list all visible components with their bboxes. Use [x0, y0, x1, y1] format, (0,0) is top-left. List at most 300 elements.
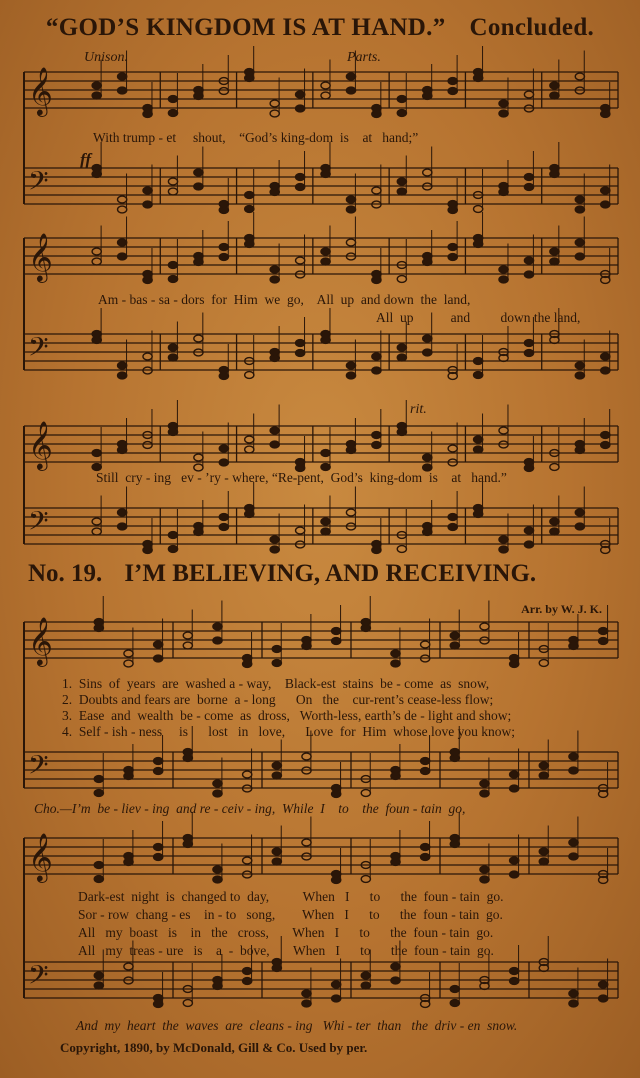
note-head: [296, 105, 305, 112]
note-head: [154, 1001, 163, 1008]
note-head: [423, 259, 432, 266]
treble-clef: 𝄞: [28, 832, 53, 881]
note-head: [550, 528, 559, 535]
note-head: [321, 258, 330, 265]
note-head: [539, 762, 548, 769]
note-head: [539, 660, 548, 667]
note-head: [296, 350, 305, 357]
note-head: [499, 266, 508, 273]
note-head: [510, 661, 519, 668]
note-head: [372, 432, 381, 439]
refrain-line: All my treas - ure is a - bove, When I to the foun - tain go.: [78, 943, 494, 958]
note-head: [450, 986, 459, 993]
note-head: [423, 169, 432, 176]
page-title: [0, 14, 640, 42]
note-head: [450, 1000, 459, 1007]
note-head: [245, 206, 254, 213]
note-head: [243, 771, 252, 778]
note-head: [575, 362, 584, 369]
note-head: [183, 1000, 192, 1007]
note-head: [168, 188, 177, 195]
note-head: [154, 655, 163, 662]
refrain-line: All my boast is in the cross, When I to the foun - tain go.: [78, 925, 494, 940]
chorus-line: Cho.—I’m be - liev - ing and re - ceiv - ing, While I to the foun - tain go,: [34, 801, 466, 816]
note-head: [332, 995, 341, 1002]
note-head: [194, 454, 203, 461]
note-head: [499, 427, 508, 434]
note-head: [575, 509, 584, 516]
note-head: [213, 623, 222, 630]
note-head: [168, 344, 177, 351]
note-head: [302, 753, 311, 760]
note-head: [599, 981, 608, 988]
note-head: [296, 527, 305, 534]
note-head: [270, 100, 279, 107]
note-head: [272, 660, 281, 667]
note-head: [346, 87, 355, 94]
note-head: [421, 854, 430, 861]
note-head: [245, 511, 254, 518]
note-head: [118, 206, 127, 213]
note-head: [346, 73, 355, 80]
note-head: [569, 753, 578, 760]
note-head: [372, 442, 381, 449]
note-head: [550, 518, 559, 525]
note-head: [372, 547, 381, 554]
note-head: [499, 189, 508, 196]
note-head: [601, 353, 610, 360]
note-head: [480, 780, 489, 787]
note-head: [524, 257, 533, 264]
note-head: [302, 839, 311, 846]
verse-line: 1. Sins of years are washed a - way, Black-est stains be - come as snow,: [62, 676, 490, 691]
hymn-title-continued: “GOD’S KINGDOM IS AT HAND.”: [45, 14, 446, 41]
note-head: [92, 518, 101, 525]
note-head: [243, 968, 252, 975]
note-head: [569, 767, 578, 774]
note-head: [118, 196, 127, 203]
note-head: [599, 628, 608, 635]
note-head: [168, 532, 177, 539]
note-head: [450, 841, 459, 848]
note-head: [243, 857, 252, 864]
note-head: [391, 859, 400, 866]
note-head: [372, 187, 381, 194]
note-head: [219, 254, 228, 261]
note-head: [575, 253, 584, 260]
note-head: [346, 447, 355, 454]
note-head: [524, 527, 533, 534]
note-head: [372, 111, 381, 118]
treble-clef: 𝄞: [28, 420, 53, 469]
note-head: [550, 258, 559, 265]
note-head: [550, 171, 559, 178]
bass-clef: 𝄢: [28, 749, 49, 787]
note-head: [321, 92, 330, 99]
note-head: [575, 523, 584, 530]
note-head: [601, 442, 610, 449]
note-head: [118, 253, 127, 260]
note-head: [296, 184, 305, 191]
note-head: [219, 459, 228, 466]
note-head: [346, 509, 355, 516]
note-head: [272, 848, 281, 855]
treble-clef: 𝄞: [28, 616, 53, 665]
note-head: [219, 244, 228, 251]
note-head: [94, 982, 103, 989]
note-head: [524, 350, 533, 357]
note-head: [448, 254, 457, 261]
note-head: [524, 465, 533, 472]
note-head: [183, 755, 192, 762]
note-head: [524, 91, 533, 98]
note-head: [168, 178, 177, 185]
note-head: [118, 509, 127, 516]
note-head: [575, 239, 584, 246]
note-head: [272, 646, 281, 653]
note-head: [448, 445, 457, 452]
note-head: [302, 1000, 311, 1007]
note-head: [499, 110, 508, 117]
note-head: [601, 187, 610, 194]
lyric-line: With trump - et shout, “God’s king-dom is at hand;”: [93, 130, 419, 145]
note-head: [194, 335, 203, 342]
note-head: [510, 785, 519, 792]
hymn-number: No. 19.: [28, 560, 103, 587]
note-head: [332, 791, 341, 798]
note-head: [168, 110, 177, 117]
note-head: [94, 862, 103, 869]
note-head: [143, 111, 152, 118]
note-head: [194, 169, 203, 176]
note-head: [143, 187, 152, 194]
note-head: [575, 447, 584, 454]
note-head: [272, 858, 281, 865]
note-head: [423, 335, 432, 342]
note-head: [550, 464, 559, 471]
note-head: [510, 968, 519, 975]
note-head: [154, 768, 163, 775]
refrain-line: Dark-est night is changed to day, When I to the foun - tain go.: [78, 889, 504, 904]
note-head: [361, 876, 370, 883]
note-head: [524, 541, 533, 548]
note-head: [391, 773, 400, 780]
note-head: [92, 450, 101, 457]
note-head: [154, 641, 163, 648]
note-head: [321, 337, 330, 344]
note-head: [168, 96, 177, 103]
arranger-credit: Arr. by W. J. K.: [521, 602, 602, 616]
note-head: [421, 844, 430, 851]
note-head: [92, 171, 101, 178]
note-head: [575, 206, 584, 213]
note-head: [92, 92, 101, 99]
note-head: [219, 373, 228, 380]
note-head: [510, 857, 519, 864]
note-head: [524, 184, 533, 191]
note-head: [154, 854, 163, 861]
note-head: [272, 772, 281, 779]
note-head: [480, 623, 489, 630]
note-head: [397, 354, 406, 361]
bass-clef: 𝄢: [28, 959, 49, 997]
note-head: [346, 239, 355, 246]
note-head: [510, 771, 519, 778]
note-head: [448, 207, 457, 214]
note-head: [92, 528, 101, 535]
note-head: [397, 96, 406, 103]
note-head: [94, 790, 103, 797]
note-head: [296, 91, 305, 98]
note-head: [270, 441, 279, 448]
fortissimo-mark: ff: [80, 150, 92, 169]
note-head: [346, 372, 355, 379]
note-head: [391, 977, 400, 984]
note-head: [499, 276, 508, 283]
note-head: [219, 88, 228, 95]
note-head: [92, 82, 101, 89]
note-head: [448, 78, 457, 85]
note-head: [499, 100, 508, 107]
note-head: [423, 93, 432, 100]
note-head: [296, 174, 305, 181]
note-head: [448, 514, 457, 521]
note-head: [450, 632, 459, 639]
note-head: [321, 450, 330, 457]
unison-label: Unison.: [84, 50, 128, 65]
bass-clef: 𝄢: [28, 331, 49, 369]
note-head: [118, 87, 127, 94]
note-head: [118, 239, 127, 246]
note-head: [213, 983, 222, 990]
note-head: [94, 876, 103, 883]
note-head: [332, 981, 341, 988]
note-head: [474, 446, 483, 453]
hymn-title: I’M BELIEVING, AND RECEIVING.: [124, 560, 537, 587]
note-head: [372, 367, 381, 374]
note-head: [143, 547, 152, 554]
note-head: [448, 524, 457, 531]
lyric-line: All up and down the land,: [376, 310, 581, 325]
concluded-label: Concluded.: [469, 14, 595, 41]
note-head: [391, 660, 400, 667]
note-head: [474, 206, 483, 213]
note-head: [423, 529, 432, 536]
note-head: [154, 844, 163, 851]
note-head: [194, 259, 203, 266]
note-head: [270, 110, 279, 117]
note-head: [124, 650, 133, 657]
lyric-line: Still cry - ing ev - ’ry - where, “Re-pent, God’s king-dom is at hand.”: [96, 470, 507, 485]
note-head: [213, 637, 222, 644]
note-head: [321, 171, 330, 178]
note-head: [219, 445, 228, 452]
note-head: [270, 427, 279, 434]
note-head: [194, 93, 203, 100]
note-head: [270, 276, 279, 283]
note-head: [183, 642, 192, 649]
note-head: [550, 92, 559, 99]
note-head: [245, 436, 254, 443]
note-head: [321, 518, 330, 525]
note-head: [124, 660, 133, 667]
note-head: [332, 628, 341, 635]
note-head: [361, 625, 370, 632]
note-head: [601, 367, 610, 374]
note-head: [397, 276, 406, 283]
note-head: [510, 871, 519, 878]
note-head: [474, 75, 483, 82]
note-head: [183, 632, 192, 639]
note-head: [183, 841, 192, 848]
note-head: [423, 349, 432, 356]
note-head: [245, 241, 254, 248]
note-head: [194, 183, 203, 190]
treble-clef: 𝄞: [28, 232, 53, 281]
note-head: [361, 790, 370, 797]
note-head: [92, 248, 101, 255]
note-head: [219, 207, 228, 214]
note-head: [539, 848, 548, 855]
note-head: [524, 174, 533, 181]
note-head: [272, 965, 281, 972]
note-head: [118, 362, 127, 369]
note-head: [94, 972, 103, 979]
note-head: [397, 546, 406, 553]
note-head: [245, 75, 254, 82]
treble-clef: 𝄞: [28, 66, 53, 115]
note-head: [321, 528, 330, 535]
note-head: [124, 859, 133, 866]
note-head: [219, 514, 228, 521]
verse-line: 2. Doubts and fears are borne a - long On the cur-rent’s cease-less flow;: [62, 692, 494, 707]
note-head: [423, 454, 432, 461]
note-head: [168, 262, 177, 269]
note-head: [524, 340, 533, 347]
note-head: [397, 344, 406, 351]
note-head: [124, 773, 133, 780]
ritardando-mark: rit.: [410, 402, 427, 417]
note-head: [397, 429, 406, 436]
hymn-heading: [28, 560, 628, 588]
note-head: [550, 82, 559, 89]
verse-line: 4. Self - ish - ness is lost in love, Love for Him whose love you know;: [62, 724, 515, 739]
note-head: [302, 990, 311, 997]
note-head: [321, 82, 330, 89]
note-head: [168, 429, 177, 436]
note-head: [118, 372, 127, 379]
note-head: [450, 642, 459, 649]
note-head: [524, 271, 533, 278]
note-head: [332, 877, 341, 884]
note-head: [391, 963, 400, 970]
note-head: [474, 511, 483, 518]
note-head: [270, 536, 279, 543]
note-head: [118, 523, 127, 530]
note-head: [124, 963, 133, 970]
note-head: [213, 876, 222, 883]
note-head: [270, 546, 279, 553]
note-head: [168, 354, 177, 361]
note-head: [397, 110, 406, 117]
note-head: [480, 876, 489, 883]
note-head: [245, 192, 254, 199]
note-head: [245, 446, 254, 453]
note-head: [569, 990, 578, 997]
note-head: [346, 362, 355, 369]
parts-label: Parts.: [347, 50, 381, 65]
note-head: [194, 529, 203, 536]
note-head: [372, 277, 381, 284]
bass-clef: 𝄢: [28, 165, 49, 203]
note-head: [143, 442, 152, 449]
verse-line: 3. Ease and wealth be - come as dross, Worth-less, earth’s de - light and show;: [62, 708, 512, 723]
note-head: [154, 758, 163, 765]
note-head: [397, 178, 406, 185]
note-head: [213, 790, 222, 797]
note-head: [143, 277, 152, 284]
note-head: [391, 650, 400, 657]
note-head: [296, 257, 305, 264]
note-head: [245, 372, 254, 379]
note-head: [601, 111, 610, 118]
note-head: [575, 196, 584, 203]
note-head: [270, 355, 279, 362]
note-head: [168, 276, 177, 283]
note-head: [499, 536, 508, 543]
note-head: [272, 762, 281, 769]
note-head: [421, 758, 430, 765]
note-head: [302, 643, 311, 650]
note-head: [213, 780, 222, 787]
copyright-notice: Copyright, 1890, by McDonald, Gill & Co. Used by per.: [60, 1040, 368, 1055]
note-head: [569, 1000, 578, 1007]
note-head: [480, 790, 489, 797]
note-head: [243, 978, 252, 985]
note-head: [601, 201, 610, 208]
note-head: [448, 88, 457, 95]
note-head: [421, 768, 430, 775]
note-head: [599, 995, 608, 1002]
note-head: [118, 447, 127, 454]
note-head: [474, 358, 483, 365]
chorus-last-line: And my heart the waves are cleans - ing Whi - ter than the driv - en snow.: [76, 1018, 518, 1033]
note-head: [346, 196, 355, 203]
note-head: [539, 858, 548, 865]
note-head: [243, 661, 252, 668]
note-head: [569, 853, 578, 860]
note-head: [118, 73, 127, 80]
note-head: [92, 337, 101, 344]
note-head: [474, 241, 483, 248]
note-head: [361, 972, 370, 979]
note-head: [474, 436, 483, 443]
note-head: [499, 546, 508, 553]
note-head: [569, 643, 578, 650]
note-head: [270, 266, 279, 273]
note-head: [219, 524, 228, 531]
note-head: [599, 638, 608, 645]
note-head: [92, 258, 101, 265]
note-head: [94, 625, 103, 632]
lyric-line: Am - bas - sa - dors for Him we go, All up and down the land,: [98, 292, 471, 307]
note-head: [346, 206, 355, 213]
refrain-line: Sor - row chang - es in - to song, When I to the foun - tain go.: [78, 907, 503, 922]
note-head: [270, 189, 279, 196]
note-head: [143, 353, 152, 360]
note-head: [421, 641, 430, 648]
note-head: [361, 982, 370, 989]
